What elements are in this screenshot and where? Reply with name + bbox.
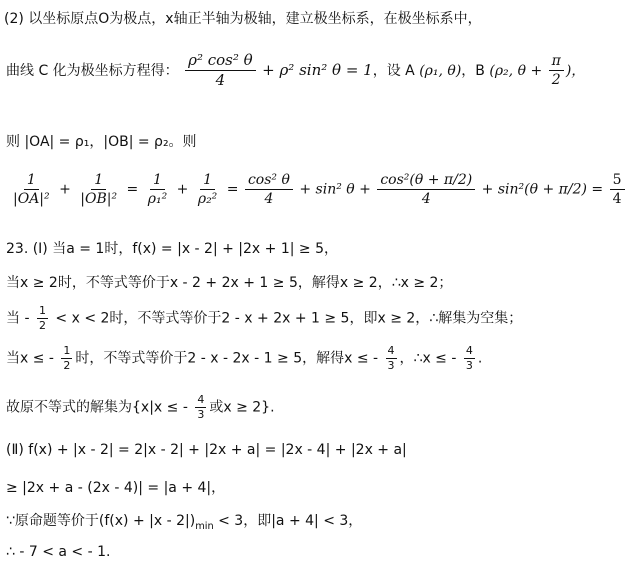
four-thirds-a [385,345,398,372]
comma-b: ，B [461,62,485,79]
line-10 [6,442,407,458]
four-thirds-b [463,345,476,372]
line-12-a: ∵原命题等价于(f(x) + |x - 2|) [6,513,196,529]
four-thirds-a-den: 3 [387,358,395,372]
one-half-b [60,345,73,372]
sin2-theta-plus: + sin² θ + [299,181,371,198]
line-11 [6,477,225,497]
polar-fraction-numerator: ρ² cos² θ [185,52,256,71]
frac-cos2shift-over-4 [377,172,475,207]
line-7-b: < x < 2时，不等式等价于2 - x + 2x + 1 ≥ 5，即x ≥ 2，∴解集为空集； [55,310,523,327]
line-2-prefix: 曲线 C 化为极坐标方程得： [6,62,179,79]
min-subscript: min [195,520,214,532]
line-3-text: 则 |OA| = ρ₁，|OB| = ρ₂。则 [6,134,197,150]
pi-symbol: π [549,53,564,71]
line-13 [6,544,110,560]
frac-cos2-over-4 [245,172,293,207]
line-12 [6,510,362,530]
line-8-d: . [477,350,483,367]
point-b-close: )， [565,62,586,79]
numerator-one-a: 1 [24,172,39,190]
four-b: 4 [421,191,431,208]
four-thirds-b-num: 4 [465,344,473,357]
line-8 [6,345,482,372]
let-text: ，设 A [372,62,415,79]
one-half-a-num: 1 [38,304,46,317]
four-c: 4 [612,191,622,208]
four-thirds-c-den: 3 [197,407,205,421]
line-7 [6,305,522,332]
ob-squared: |OB|² [80,191,118,208]
point-a: (ρ₁, θ) [419,62,462,79]
one-half-a [36,305,49,332]
frac-1-over-ob2 [77,172,120,207]
four-a: 4 [264,191,274,208]
plus-2: + [176,181,189,198]
line-6 [6,272,452,292]
line-3 [6,131,197,151]
line-11-text: ≥ |2x + a - (2x - 4)| = |a + 4|， [6,480,226,496]
four-thirds-c-num: 4 [197,393,205,406]
line-13-text: ∴ - 7 < a < - 1. [6,544,111,560]
oa-squared: |OA|² [13,191,50,208]
line-1 [4,8,482,28]
polar-equation-rest: + ρ² sin² θ = 1 [262,60,373,79]
frac-5-over-4 [610,172,625,207]
one-half-a-den: 2 [38,318,46,332]
rho2-squared: ρ₂² [197,191,218,208]
frac-1-over-rho2sq [195,172,220,207]
line-8-a: 当x ≤ - [6,350,54,367]
point-b-open: (ρ₂, θ + [489,62,543,79]
line-2 [6,52,585,90]
line-8-b: 时，不等式等价于2 - x - 2x - 1 ≥ 5，解得x ≤ - [75,350,379,367]
one-half-b-num: 1 [63,344,71,357]
line-9-a: 故原不等式的解集为{x|x ≤ - [6,399,188,416]
frac-1-over-rho1sq [145,172,170,207]
line-9 [6,394,275,421]
two-denominator: 2 [551,72,561,89]
cos2-theta: cos² θ [245,172,293,190]
polar-fraction [185,52,256,90]
line-6-text: 当x ≥ 2时，不等式等价于x - 2 + 2x + 1 ≥ 5，解得x ≥ 2，∴x ≥ 2； [6,275,453,291]
plus-1: + [59,181,71,198]
line-5 [6,238,338,258]
numerator-one-c: 1 [150,172,165,190]
four-thirds-c [194,394,207,421]
four-thirds-b-den: 3 [465,358,473,372]
sin2-shift: + sin²(θ + π/2) = [481,181,604,198]
line-1-text: (2) 以坐标原点O为极点，x轴正半轴为极轴，建立极坐标系，在极坐标系中， [4,11,482,27]
line-5-text: 23. (Ⅰ) 当a = 1时，f(x) = |x - 2| + |2x + 1| ≥ 5， [6,241,339,257]
four-thirds-a-num: 4 [387,344,395,357]
line-4-equation [8,172,627,207]
equals-1: = [126,181,139,198]
pi-over-two [549,53,564,88]
equals-2: = [226,181,239,198]
five: 5 [610,172,625,190]
line-9-b: 或x ≥ 2}. [209,399,275,416]
numerator-one-b: 1 [91,172,106,190]
numerator-one-d: 1 [200,172,215,190]
line-7-a: 当 - [6,310,30,327]
polar-fraction-denominator: 4 [215,71,226,90]
rho1-squared: ρ₁² [147,191,168,208]
line-10-text: (Ⅱ) f(x) + |x - 2| = 2|x - 2| + |2x + a| = |2x - 4| + |2x + a| [6,442,407,458]
line-12-b: < 3，即|a + 4| < 3， [213,513,363,529]
frac-1-over-oa2 [10,172,53,207]
one-half-b-den: 2 [63,358,71,372]
cos2-shift: cos²(θ + π/2) [377,172,475,190]
line-8-c: ，∴x ≤ - [399,350,457,367]
